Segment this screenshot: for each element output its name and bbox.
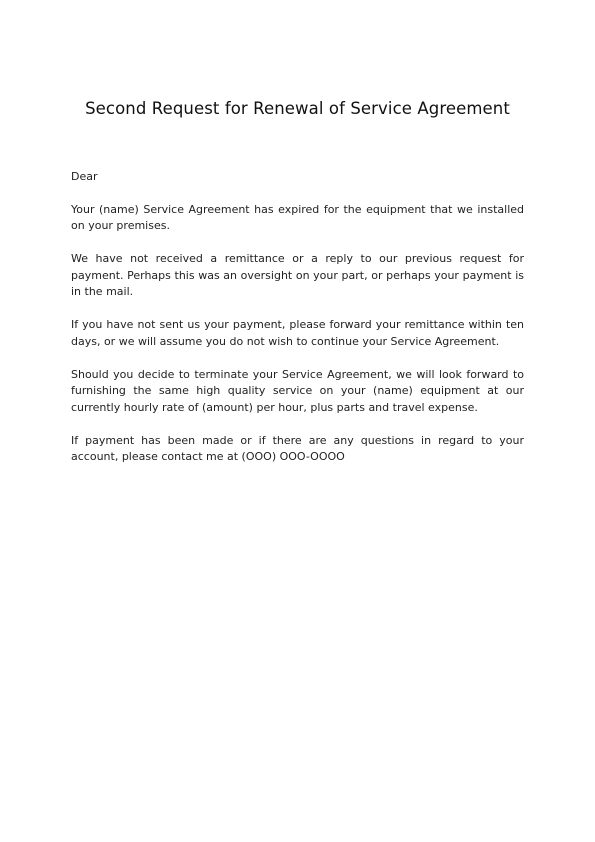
paragraph-no-remittance: We have not received a remittance or a reply to our previous request for payment. Perhaps this was an oversight on your part, or perhaps your payment is in the mail. bbox=[71, 252, 524, 298]
paragraph-contact: If payment has been made or if there are any questions in regard to your account, please contact me at (OOO) OOO-OOOO bbox=[71, 433, 524, 463]
paragraph-terminate-agreement: Should you decide to terminate your Service Agreement, we will look forward to furnishing the same high quality service on your (name) equipment at our currently hourly rate of (amount) per hour, plus parts and travel expense. bbox=[71, 367, 524, 414]
letter-body bbox=[71, 169, 524, 482]
salutation: Dear bbox=[71, 170, 98, 183]
paragraph-expired-agreement: Your (name) Service Agreement has expired for the equipment that we installed on your premises. bbox=[71, 202, 524, 232]
paragraph-forward-payment: If you have not sent us your payment, please forward your remittance within ten days, or we will assume you do not wish to continue your Service Agreement. bbox=[71, 318, 524, 348]
document-title: Second Request for Renewal of Service Agreement bbox=[85, 99, 510, 118]
